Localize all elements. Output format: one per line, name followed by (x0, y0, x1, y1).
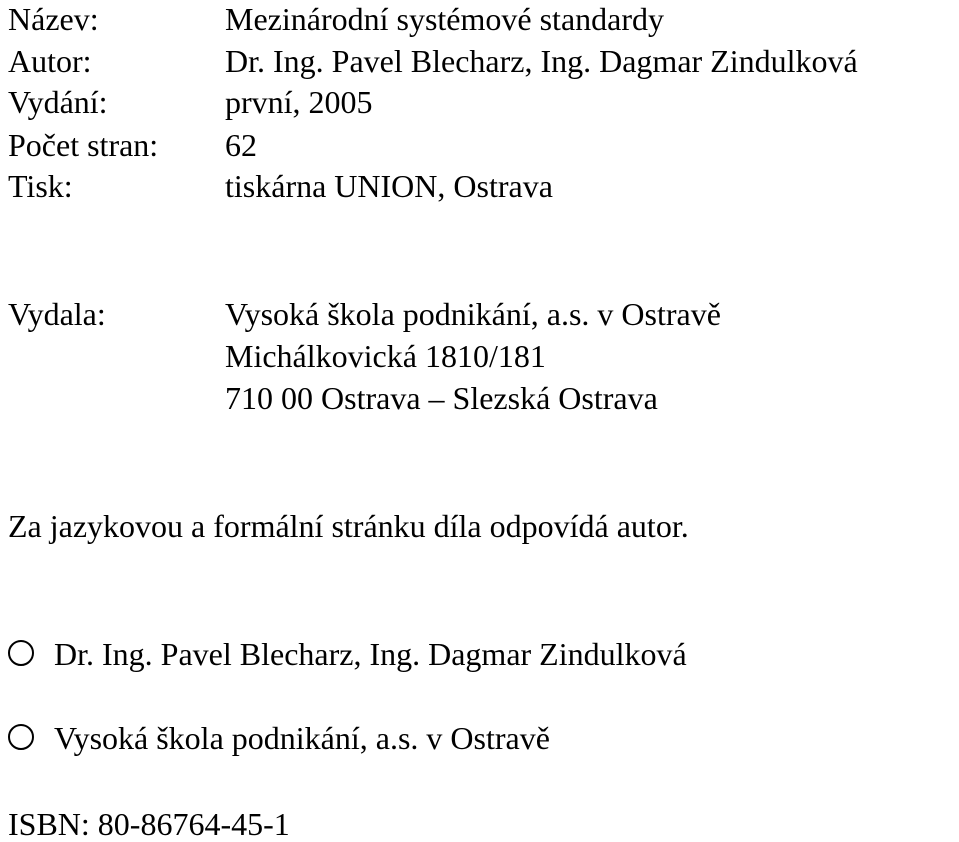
copyright-icon (8, 724, 34, 750)
copyright-authors-text: Dr. Ing. Pavel Blecharz, Ing. Dagmar Zindulková (54, 636, 687, 672)
author-value: Dr. Ing. Pavel Blecharz, Ing. Dagmar Zindulková (225, 43, 858, 79)
title-value: Mezinárodní systémové standardy (225, 1, 664, 37)
edition-value: první, 2005 (225, 84, 373, 120)
responsibility-note: Za jazykovou a formální stránku díla odpovídá autor. (8, 508, 689, 544)
isbn-label: ISBN: (8, 806, 90, 842)
copyright-icon (8, 640, 34, 666)
title-label: Název: (8, 1, 99, 37)
copyright-publisher (8, 722, 550, 754)
edition-label: Vydání: (8, 84, 108, 120)
copyright-publisher-text: Vysoká škola podnikání, a.s. v Ostravě (54, 720, 550, 756)
print-label: Tisk: (8, 168, 73, 204)
isbn (8, 808, 290, 840)
isbn-value: 80-86764-45-1 (97, 806, 290, 842)
publisher-label: Vydala: (8, 296, 106, 332)
print-value: tiskárna UNION, Ostrava (225, 168, 553, 204)
publisher-line-3: 710 00 Ostrava – Slezská Ostrava (225, 380, 658, 416)
publisher-line-1: Vysoká škola podnikání, a.s. v Ostravě (225, 296, 721, 332)
copyright-authors (8, 638, 687, 670)
pages-value: 62 (225, 127, 257, 163)
author-label: Autor: (8, 43, 92, 79)
publisher-line-2: Michálkovická 1810/181 (225, 338, 546, 374)
pages-label: Počet stran: (8, 127, 159, 163)
